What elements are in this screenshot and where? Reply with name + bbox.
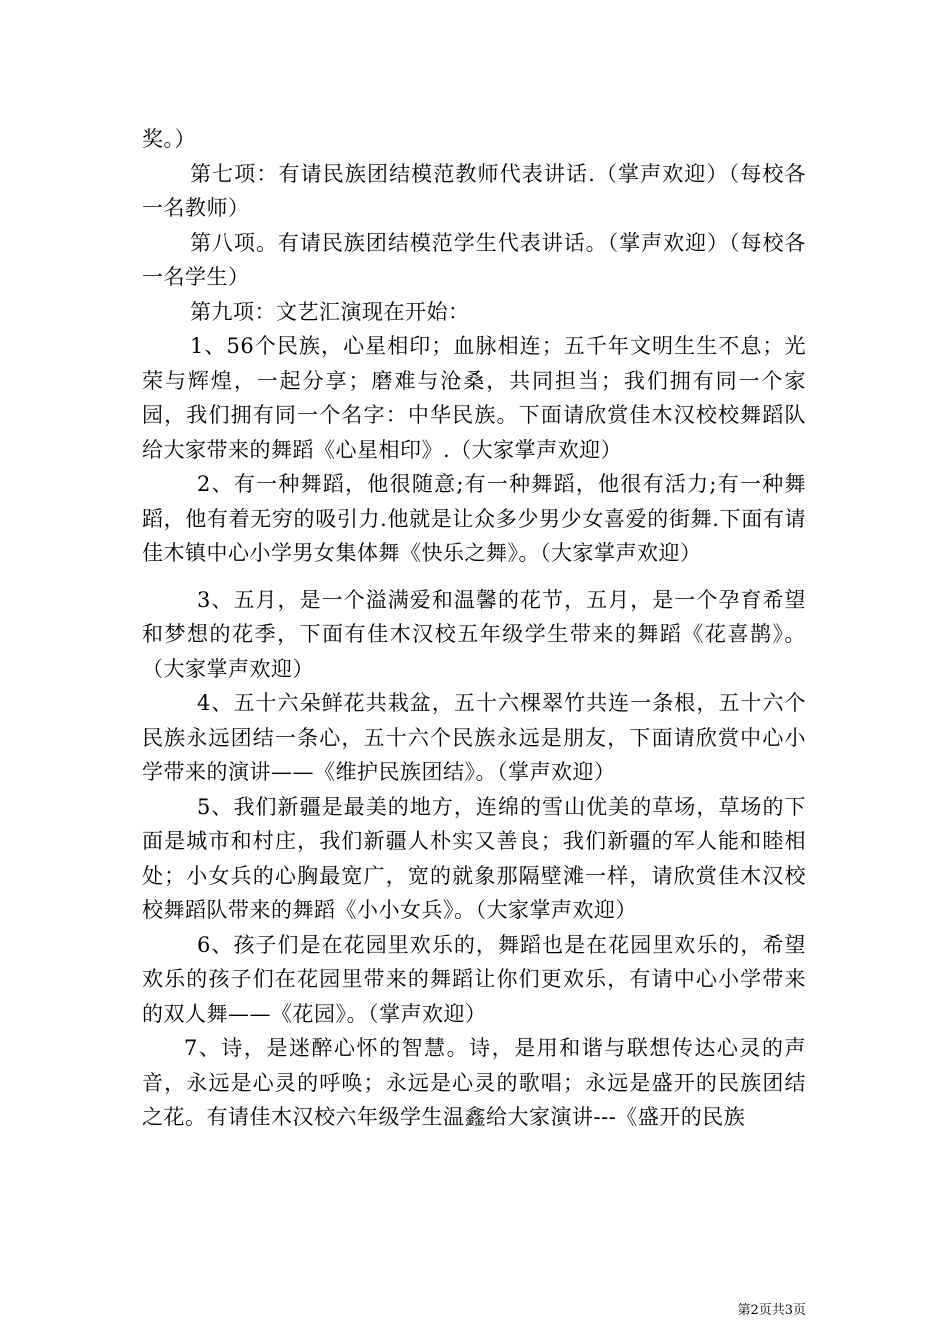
program-item-4: 4、五十六朵鲜花共栽盆，五十六棵翠竹共连一条根，五十六个民族永远团结一条心，五十六个民族永远是朋友，下面请欣赏中心小学带来的演讲——《维护民族团结》。（掌声欢迎） [142, 691, 806, 784]
program-item-1: 1、56个民族，心星相印；血脉相连；五千年文明生生不息；光荣与辉煌，一起分享；磨难与沧桑，共同担当；我们拥有同一个家园，我们拥有同一个名字：中华民族。下面请欣赏佳木汉校校舞蹈队给大家带来的舞蹈《心星相印》.（大家掌声欢迎） [142, 334, 806, 462]
document-body [142, 122, 806, 1135]
paragraph-item-9: 第九项：文艺汇演现在开始： [190, 299, 470, 324]
paragraph-item-7: 第七项：有请民族团结模范教师代表讲话.（掌声欢迎）（每校各一名教师） [142, 161, 806, 220]
page-number: 第2页共3页 [737, 1303, 806, 1318]
paragraph-award-end: 奖。） [142, 127, 196, 151]
program-item-5: 5、我们新疆是最美的地方，连绵的雪山优美的草场，草场的下面是城市和村庄，我们新疆人朴实又善良；我们新疆的军人能和睦相处；小女兵的心胸最宽广，宽的就象那隔壁滩一样，请欣赏佳木汉校校舞蹈队带来的舞蹈《小小女兵》。（大家掌声欢迎） [142, 794, 806, 922]
program-item-7: 7、诗，是迷醉心怀的智慧。诗，是用和谐与联想传达心灵的声音，永远是心灵的呼唤；永远是心灵的歌唱；永远是盛开的民族团结之花。有请佳木汉校六年级学生温鑫给大家演讲---《盛开的民族 [142, 1036, 806, 1129]
program-item-3: 3、五月，是一个溢满爱和温馨的花节，五月，是一个孕育希望和梦想的花季，下面有佳木汉校五年级学生带来的舞蹈《花喜鹊》。（大家掌声欢迎） [142, 587, 806, 681]
paragraph-item-8: 第八项。有请民族团结模范学生代表讲话。（掌声欢迎）（每校各一名学生） [142, 230, 806, 289]
program-item-2: 2、有一种舞蹈，他很随意;有一种舞蹈，他很有活力;有一种舞蹈，他有着无穷的吸引力.他就是让众多少男少女喜爱的街舞.下面有请佳木镇中心小学男女集体舞《快乐之舞》。（大家掌声欢迎） [142, 472, 806, 565]
program-item-6: 6、孩子们是在花园里欢乐的，舞蹈也是在花园里欢乐的，希望欢乐的孩子们在花园里带来的舞蹈让你们更欢乐，有请中心小学带来的双人舞——《花园》。（掌声欢迎） [142, 932, 806, 1026]
